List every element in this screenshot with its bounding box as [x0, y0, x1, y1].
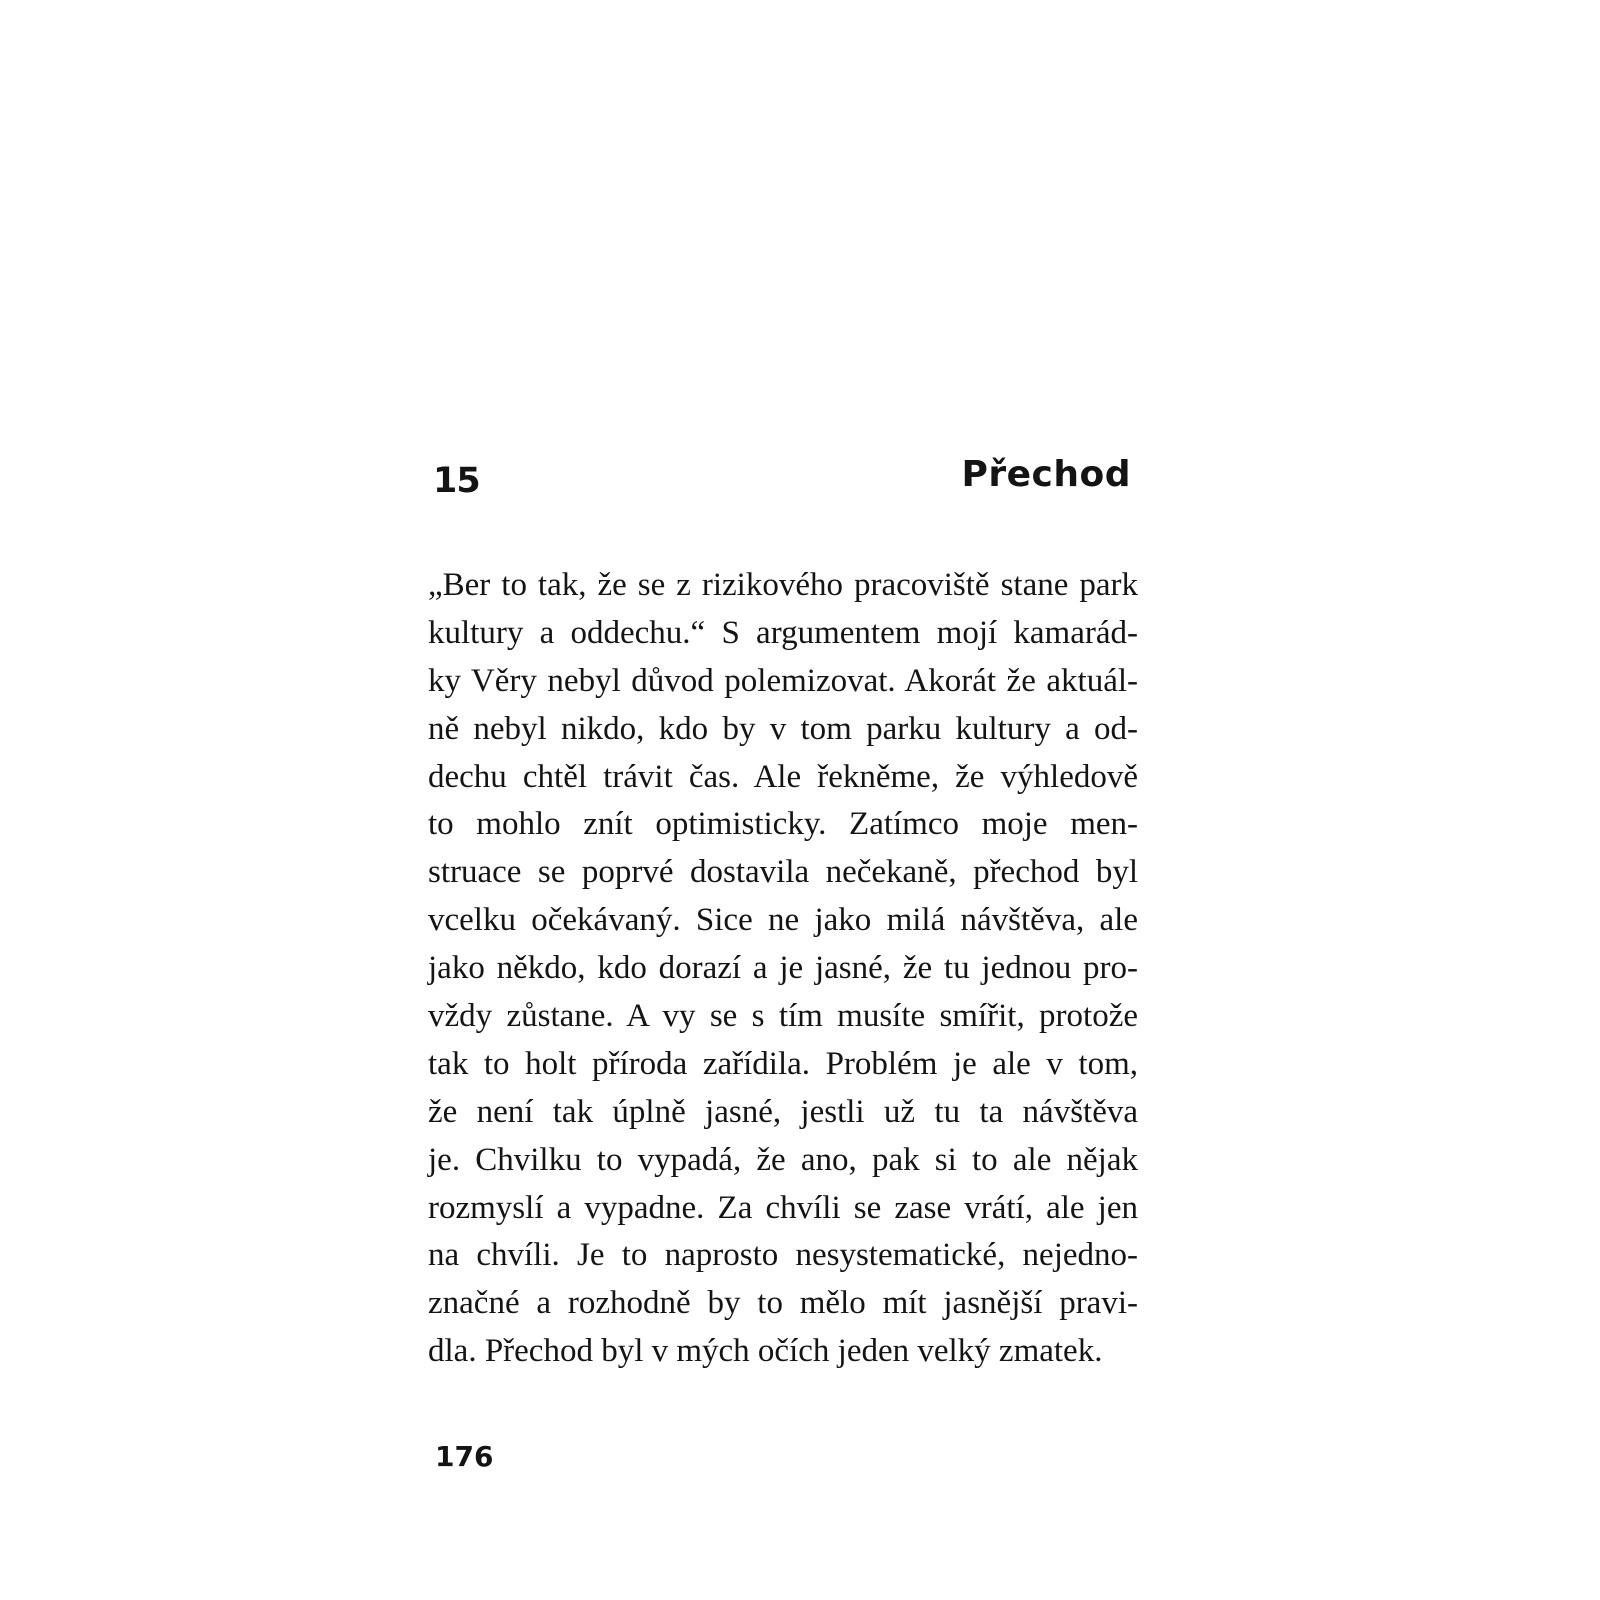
text-line: jako někdo, kdo dorazí a je jasné, že tu jednou pro- — [428, 950, 1138, 987]
text-line: „Ber to tak, že se z rizikového pracoviště stane park — [428, 567, 1138, 603]
chapter-number: 15 — [433, 461, 480, 501]
text-line: dechu chtěl trávit čas. Ale řekněme, že výhledově — [428, 758, 1138, 795]
text-line: ně nebyl nikdo, kdo by v tom parku kultury a od- — [428, 710, 1138, 747]
text-line: je. Chvilku to vypadá, že ano, pak si to ale nějak — [428, 1141, 1138, 1178]
text-line: vždy zůstane. A vy se s tím musíte smířit, protože — [428, 998, 1138, 1035]
text-line: na chvíli. Je to naprosto nesystematické, nejedno- — [428, 1237, 1138, 1274]
text-line: to mohlo znít optimisticky. Zatímco moje men- — [428, 806, 1138, 843]
text-line: značné a rozhodně by to mělo mít jasnější pravi- — [428, 1285, 1138, 1322]
chapter-title: Přechod — [961, 454, 1131, 495]
body-text — [428, 562, 1138, 1376]
text-line: tak to holt příroda zařídila. Problém je ale v tom, — [428, 1045, 1138, 1082]
page-number: 176 — [435, 1440, 494, 1473]
text-line: rozmyslí a vypadne. Za chvíli se zase vrátí, ale jen — [428, 1189, 1138, 1226]
text-line: ky Věry nebyl důvod polemizovat. Akorát že aktuál- — [428, 662, 1138, 699]
text-line: kultury a oddechu.“ S argumentem mojí kamarád- — [428, 614, 1138, 651]
text-line: dla. Přechod byl v mých očích jeden velký zmatek. — [428, 1333, 1103, 1370]
chapter-header — [433, 455, 1131, 505]
text-line: struace se poprvé dostavila nečekaně, přechod byl — [428, 854, 1138, 891]
text-line: že není tak úplně jasné, jestli už tu ta návštěva — [428, 1093, 1138, 1130]
text-line: vcelku očekávaný. Sice ne jako milá návštěva, ale — [428, 902, 1138, 939]
